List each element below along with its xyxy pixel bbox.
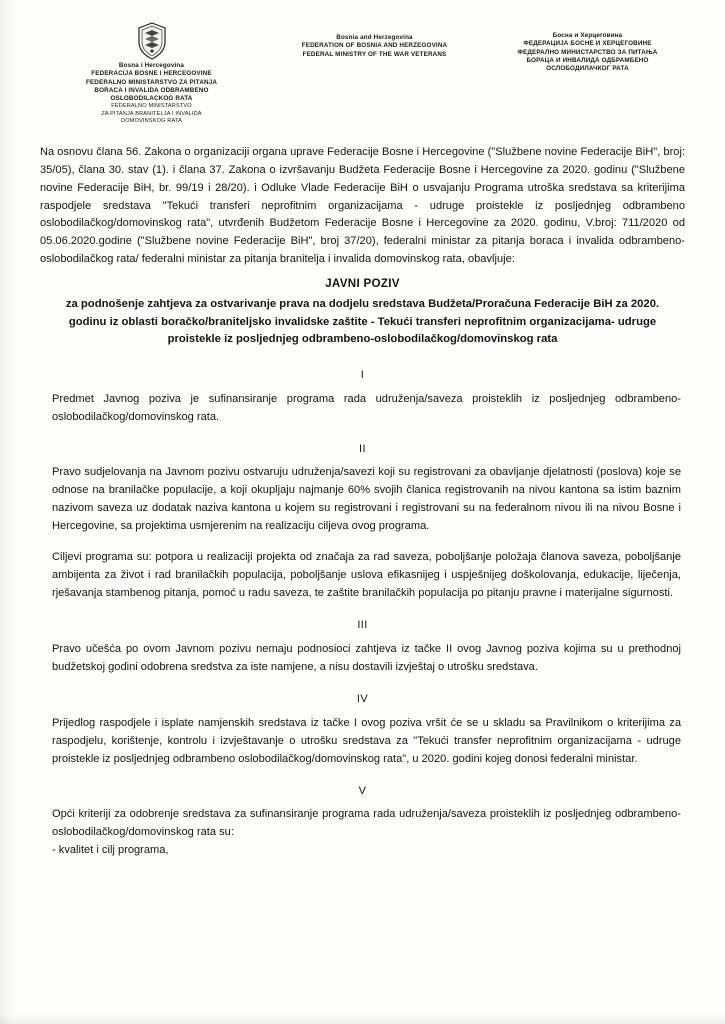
section-iii-numeral: III (357, 619, 368, 632)
letterhead-left-line8: DOMOVINSKOG RATA (121, 118, 182, 125)
scan-edge-bottom (0, 1014, 725, 1024)
section-iv-numeral: IV (356, 692, 369, 705)
intro-paragraph: Na osnovu člana 56. Zakona o organizaciji organa uprave Federacije Bosne i Hercegovine ("Službene novine Federacije BiH", broj: 35/05), člana 30. stav (1). i člana 37. Zakona o izvršavanju Budžeta Federacije Bosne i Hercegovine za 2020. godinu ("Službene novine Federacije BiH, br. 99/19 i 28/20). i Odluke Vlade Federacije BiH o usvajanju Programa utroška sredstava sa kriterijima raspodjele sredstava "Tekući transferi neprofitnim organizacijama - udruge proistekle iz posljednjeg odbrambeno oslobodilačkog/domovinskog rata", utvrđenih Budžetom Federacije Bosne i Hercegovine za 2020. godinu, V.broj: 711/2020 od 05.06.2020.godine ("Službene novine Federacije BiH", broj 37/20), federalni ministar za pitanja boraca i invalida odbrambeno-oslobodilačkog rata/ federalni ministar za pitanja branitelja i invalida domovinskog rata, obavljuje: (40, 145, 685, 266)
document-subtitle: za podnošenje zahtjeva za ostvarivanje prava na dodjelu sredstava Budžeta/Proračuna Federacije BiH za 2020. godinu iz oblasti boračko/braniteljsko invalidske zaštite - Tekući transferi neprofitnim organizacijama- udruge proistekle iz posljednjeg odbrambeno-oslobodilačkog/domovinskog rata (65, 298, 660, 346)
section-ii (40, 441, 685, 604)
section-ii-numeral: II (359, 442, 366, 455)
document-title: JAVNI POZIV (325, 277, 400, 291)
coat-of-arms-icon (137, 22, 167, 60)
letterhead-left-line4: BORACA I INVALIDA ODBRAMBENO (94, 86, 209, 94)
letterhead-center-line2: FEDERATION OF BOSNIA AND HERZEGOVINA (301, 42, 448, 50)
section-iii (40, 617, 685, 677)
section-ii-paragraph-2: Ciljevi programa su: potpora u realizaciji projekta od značaja za rad saveza, poboljšanje položaja članova saveza, poboljšanje ambijenta za život i rad branilačkih populacija, poboljšanje uslova efikasnijeg i uspješnijeg doškolovanja, edukacije, liječenja, rješavanja stambenog pitanja, pomoć u radu saveza, te zaštite branilačkih populacija po pitanju pravne i materijalne sigurnosti. (52, 551, 681, 600)
section-iv-body (40, 715, 685, 769)
section-iii-body (40, 641, 685, 677)
letterhead-right-line2: ФЕДЕРАЦИЈА БОСНЕ И ХЕРЦЕГОВИНЕ (523, 40, 652, 48)
section-v-body (40, 806, 685, 860)
letterhead-left-line3: FEDERALNO MINISTARSTVO ZA PITANJA (85, 78, 218, 86)
letterhead-center-line3: FEDERAL MINISTRY OF THE WAR VETERANS (302, 50, 447, 58)
section-ii-paragraph-1: Pravo sudjelovanja na Javnom pozivu ostvaruju udruženja/savezi koji su registrovani za obavljanje djelatnosti (poslova) koje se odnose na branilačke populacije, a koji okupljaju najmanje 60% svojih članica registrovanih na nivou kantona sa istim baznim nazivom saveza uz dodatak naziva kantona u kojem su registrovani i registrovani su na federalnom nivou ili na nivou Bosne i Hercegovine, sa projektima usmjerenim na realizaciju ciljeva ovog programa. (52, 466, 681, 533)
letterhead-right-line4: БОРАЦА И ИНВАЛИДА ОДБРАМБЕНО (526, 56, 649, 64)
section-v-bullet-1: - kvalitet i cilj programa, (52, 844, 169, 857)
section-v-numeral: V (358, 784, 367, 797)
section-i (40, 367, 685, 427)
letterhead-left-line2: FEDERACIJA BOSNE I HERCEGOVINE (91, 70, 212, 78)
section-v-paragraph-1: Opći kriteriji za odobrenje sredstava za sufinansiranje programa rada udruženja/saveza proisteklih iz posljednjeg odbrambeno-oslobodilačkog/domovinskog rata su: (52, 808, 681, 839)
document-body (40, 144, 685, 861)
letterhead-left-line1: Bosna i Hercegovina (118, 62, 185, 69)
section-i-numeral: I (360, 368, 365, 381)
section-iv-paragraph-1: Prijedlog raspodjele i isplate namjenskih sredstava iz tačke I ovog poziva vršit će se u skladu sa Pravilnikom o kriterijima za raspodjelu, korištenje, kontrolu i izvještavanje o utrošku sredstava za "Tekući transfer neprofitnim organizacijama - udruge proistekle iz posljednjeg odbrambeno oslobodilačkog/domovinskog rata", u 2020. godini kojeg donosi federalni ministar. (52, 716, 681, 765)
letterhead-left-line7: ZA PITANJA BRANITELJA I INVALIDA (101, 110, 202, 117)
section-iii-paragraph-1: Pravo učešća po ovom Javnom pozivu nemaju podnosioci zahtjeva iz tačke II ovog Javnog poziva kojima su u prethodnoj budžetskoj godini odobrena sredstva za iste namjene, a nisu dostavili izvještaj o utrošku sredstava. (52, 643, 681, 673)
letterhead-left (40, 22, 259, 126)
letterhead (40, 18, 685, 128)
section-i-body (40, 391, 685, 427)
letterhead-right (490, 22, 685, 73)
scan-edge-left (0, 0, 14, 1024)
title-block (40, 275, 685, 348)
letterhead-right-line5: ОСЛОБОДИЛАЧКОГ РАТА (546, 65, 629, 73)
section-v (40, 783, 685, 861)
letterhead-left-line5: OSLOBODILACKOG RATA (110, 95, 193, 103)
section-ii-body (40, 464, 685, 603)
letterhead-right-line3: ФЕДЕРАЛНО МИНИСТАРСТВО ЗА ПИТАЊА (517, 48, 658, 56)
letterhead-left-line6: FEDERALNO MINISTARSTVO (111, 103, 192, 110)
letterhead-right-line1: Босна и Херцеговина (552, 32, 623, 39)
section-i-paragraph-1: Predmet Javnog poziva je sufinansiranje programa rada udruženja/saveza proisteklih iz posljednjeg odbrambeno-oslobodilačkog/domovinskog rata. (52, 392, 681, 423)
letterhead-center (272, 22, 477, 59)
section-iv (40, 691, 685, 769)
letterhead-center-line1: Bosnia and Herzegovina (336, 34, 413, 41)
